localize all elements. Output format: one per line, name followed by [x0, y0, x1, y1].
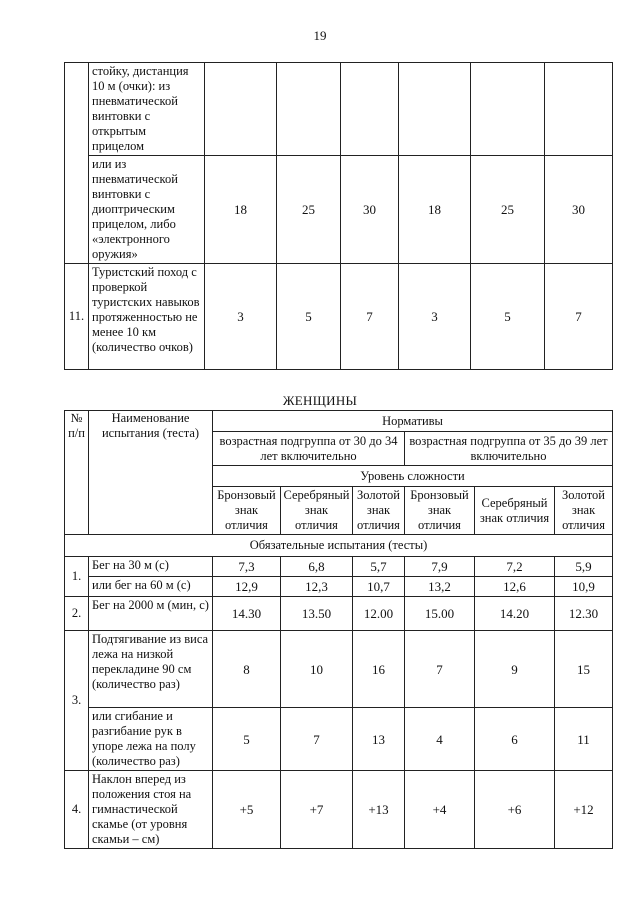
value-cell: 18 — [205, 156, 277, 264]
value-cell: 10,7 — [353, 577, 405, 597]
value-cell: 5 — [277, 264, 341, 370]
header-norms: Нормативы — [213, 411, 613, 432]
women-norms-table — [64, 410, 613, 849]
value-cell: +4 — [405, 771, 475, 849]
header-level-gold: Золотой знак отличия — [555, 487, 613, 535]
value-cell: 30 — [545, 156, 613, 264]
test-name-cell: Подтягивание из виса лежа на низкой перекладине 90 см (количество раз) — [89, 631, 213, 708]
row-number-cell: 3. — [65, 631, 89, 771]
table-row — [65, 264, 613, 370]
value-cell: 10,9 — [555, 577, 613, 597]
value-cell: 15.00 — [405, 597, 475, 631]
table-row — [65, 156, 613, 264]
value-cell: +7 — [281, 771, 353, 849]
section-mandatory-tests: Обязательные испытания (тесты) — [65, 535, 613, 557]
row-number-cell: 4. — [65, 771, 89, 849]
table-row — [65, 63, 613, 156]
table-row — [65, 631, 613, 708]
header-level-gold: Золотой знак отличия — [353, 487, 405, 535]
test-name-cell: Наклон вперед из положения стоя на гимнастической скамье (от уровня скамьи – см) — [89, 771, 213, 849]
value-cell: 15 — [555, 631, 613, 708]
header-difficulty: Уровень сложности — [213, 466, 613, 487]
men-norms-table-continuation — [64, 62, 613, 370]
value-cell: 9 — [475, 631, 555, 708]
value-cell — [277, 63, 341, 156]
section-title-women: ЖЕНЩИНЫ — [282, 393, 358, 408]
row-number-cell: 1. — [65, 557, 89, 597]
test-name-cell: Бег на 2000 м (мин, с) — [89, 597, 213, 631]
value-cell: 12,9 — [213, 577, 281, 597]
value-cell: 3 — [205, 264, 277, 370]
value-cell: 7 — [281, 708, 353, 771]
table-row — [65, 771, 613, 849]
header-level-silver: Серебряный знак отличия — [281, 487, 353, 535]
section-row — [65, 535, 613, 557]
table-row — [65, 577, 613, 597]
value-cell: 12.30 — [555, 597, 613, 631]
value-cell: 4 — [405, 708, 475, 771]
value-cell: +6 — [475, 771, 555, 849]
value-cell: 14.30 — [213, 597, 281, 631]
value-cell: 10 — [281, 631, 353, 708]
test-name-cell: стойку, дистанция 10 м (очки): из пневматической винтовки с открытым прицелом — [89, 63, 205, 156]
page-number: 19 — [313, 28, 327, 43]
value-cell: 30 — [341, 156, 399, 264]
value-cell: +5 — [213, 771, 281, 849]
value-cell: 12.00 — [353, 597, 405, 631]
value-cell: +13 — [353, 771, 405, 849]
value-cell — [545, 63, 613, 156]
value-cell: 13,2 — [405, 577, 475, 597]
header-level-silver: Серебряный знак отличия — [475, 487, 555, 535]
header-level-bronze: Бронзовый знак отличия — [405, 487, 475, 535]
value-cell: 18 — [399, 156, 471, 264]
value-cell: 7,9 — [405, 557, 475, 577]
value-cell: 7,3 — [213, 557, 281, 577]
value-cell: 13 — [353, 708, 405, 771]
value-cell: 5,9 — [555, 557, 613, 577]
value-cell — [399, 63, 471, 156]
value-cell: 5,7 — [353, 557, 405, 577]
value-cell: 11 — [555, 708, 613, 771]
test-name-cell: Бег на 30 м (с) — [89, 557, 213, 577]
value-cell: 7,2 — [475, 557, 555, 577]
table-row — [65, 597, 613, 631]
value-cell: 6,8 — [281, 557, 353, 577]
value-cell: 16 — [353, 631, 405, 708]
header-age-group-30-34: возрастная подгруппа от 30 до 34 лет включительно — [213, 432, 405, 466]
header-test-name: Наименование испытания (теста) — [89, 411, 213, 535]
value-cell: 12,3 — [281, 577, 353, 597]
header-row — [65, 411, 613, 432]
value-cell: 7 — [405, 631, 475, 708]
value-cell: 5 — [471, 264, 545, 370]
value-cell: 8 — [213, 631, 281, 708]
value-cell — [205, 63, 277, 156]
value-cell: 7 — [545, 264, 613, 370]
row-number-cell: 2. — [65, 597, 89, 631]
table-row — [65, 708, 613, 771]
value-cell: 6 — [475, 708, 555, 771]
value-cell: 25 — [277, 156, 341, 264]
header-level-bronze: Бронзовый знак отличия — [213, 487, 281, 535]
value-cell — [471, 63, 545, 156]
row-number-cell: 11. — [65, 264, 89, 370]
test-name-cell: или бег на 60 м (с) — [89, 577, 213, 597]
value-cell: 13.50 — [281, 597, 353, 631]
value-cell: 12,6 — [475, 577, 555, 597]
test-name-cell: или сгибание и разгибание рук в упоре лежа на полу (количество раз) — [89, 708, 213, 771]
value-cell: +12 — [555, 771, 613, 849]
value-cell — [341, 63, 399, 156]
header-age-group-35-39: возрастная подгруппа от 35 до 39 лет включительно — [405, 432, 613, 466]
test-name-cell: или из пневматической винтовки с диоптрическим прицелом, либо «электронного оружия» — [89, 156, 205, 264]
value-cell: 25 — [471, 156, 545, 264]
row-number-cell — [65, 63, 89, 264]
header-num: № п/п — [65, 411, 89, 535]
value-cell: 3 — [399, 264, 471, 370]
test-name-cell: Туристский поход с проверкой туристских навыков протяженностью не менее 10 км (количество очков) — [89, 264, 205, 370]
value-cell: 7 — [341, 264, 399, 370]
table-row — [65, 557, 613, 577]
value-cell: 5 — [213, 708, 281, 771]
value-cell: 14.20 — [475, 597, 555, 631]
